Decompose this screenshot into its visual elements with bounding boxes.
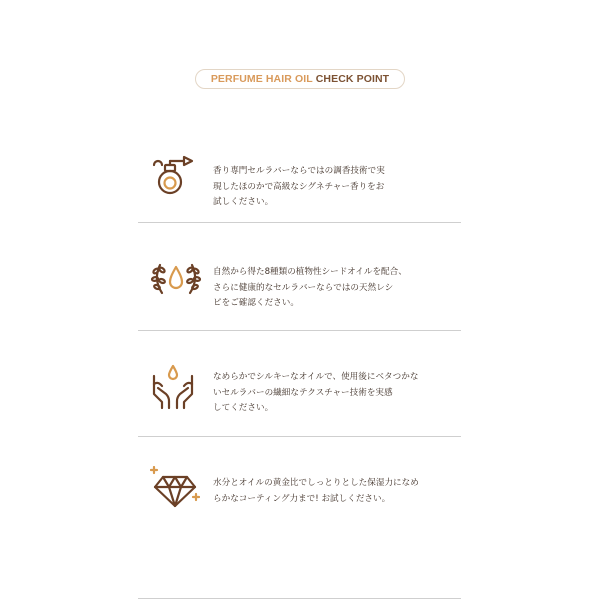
divider-3 bbox=[138, 436, 461, 437]
divider-2 bbox=[138, 330, 461, 331]
divider-4 bbox=[138, 598, 461, 599]
check-point-3-text: なめらかでシルキーなオイルで、使用後にベタつかな いセルラバーの繊細なテクスチャー技術を実感 してください。 bbox=[213, 372, 419, 413]
check-point-4-text: 水分とオイルの黄金比でしっとりとした保湿力になめ らかなコーティング力まで! お試しください。 bbox=[213, 478, 419, 504]
check-point-3 bbox=[138, 362, 461, 412]
section-title bbox=[195, 69, 405, 89]
section-title-dark: CHECK POINT bbox=[315, 73, 390, 85]
check-point-2-text: 自然から得た8種類の植物性シードオイルを配合、 さらに健康的なセルラバーならではの天然レシ ピをご確認ください。 bbox=[213, 267, 407, 308]
check-point-4 bbox=[138, 468, 461, 508]
divider-1 bbox=[138, 222, 461, 223]
perfume-bottle-icon bbox=[150, 152, 196, 198]
check-point-1 bbox=[138, 150, 461, 207]
diamond-sparkle-icon bbox=[150, 466, 196, 512]
check-point-1-text: 香り専門セルラバーならではの調香技術で実 現したほのかで高級なシグネチャー香りをお 試しください。 bbox=[213, 166, 385, 207]
section-title-light: PERFUME HAIR OIL bbox=[210, 73, 313, 85]
check-point-2 bbox=[138, 255, 461, 308]
laurel-drop-icon bbox=[150, 257, 196, 303]
hands-drop-icon bbox=[150, 364, 196, 410]
